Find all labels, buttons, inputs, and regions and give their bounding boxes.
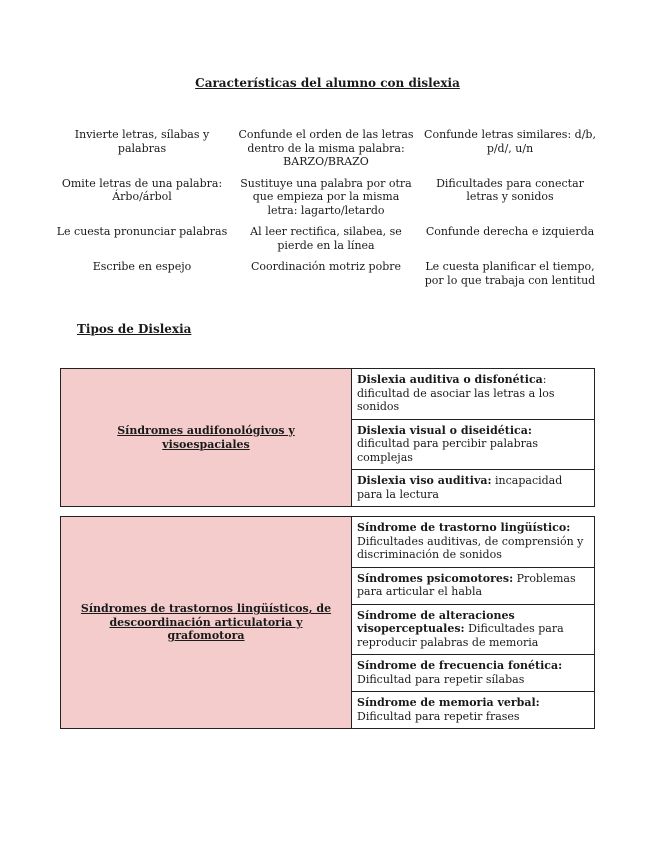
syndrome-item: [352, 655, 595, 692]
syndrome-item: [352, 692, 595, 729]
characteristics-grid: [50, 128, 602, 287]
syndrome-item: [352, 419, 595, 470]
syndromes-table-1: [60, 368, 595, 507]
characteristic-item: Dificultades para conectar letras y sonidos: [436, 176, 584, 203]
characteristic-item: Coordinación motriz pobre: [250, 260, 402, 273]
characteristic-item: Confunde derecha e izquierda: [425, 225, 595, 238]
syndrome-item: [352, 470, 595, 507]
syndrome-term: Síndrome de alteraciones visoperceptuales:: [357, 608, 515, 635]
syndrome-term: Síndrome de frecuencia fonética:: [357, 659, 563, 672]
document-title: Características del alumno con dislexia: [195, 76, 460, 90]
characteristic-item: Le cuesta pronunciar palabras: [56, 225, 228, 238]
characteristic-item: Sustituye una palabra por otra que empieza por la misma letra: lagarto/letardo: [240, 176, 412, 217]
syndrome-term: Síndromes psicomotores:: [357, 571, 514, 585]
syndrome-term: Dislexia auditiva o disfonética: [357, 373, 543, 386]
syndrome-desc: incapacidad para la lectura: [357, 474, 563, 501]
characteristic-item: Omite letras de una palabra: Árbo/árbol: [61, 176, 223, 203]
syndrome-desc: Dificultad para repetir sílabas: [357, 672, 525, 686]
characteristic-item: Confunde letras similares: d/b, p/d/, u/n: [424, 128, 596, 155]
syndrome-item: [352, 369, 595, 420]
types-heading: Tipos de Dislexia: [77, 322, 192, 336]
characteristic-item: Invierte letras, sílabas y palabras: [74, 128, 210, 155]
characteristic-item: Le cuesta planificar el tiempo, por lo que trabaja con lentitud: [424, 260, 596, 287]
syndrome-desc: dificultad para percibir palabras complejas: [357, 437, 539, 464]
syndrome-term: Dislexia viso auditiva:: [357, 474, 492, 487]
syndrome-desc: Dificultad para repetir frases: [357, 709, 520, 723]
syndrome-term: Dislexia visual o diseidética:: [357, 423, 532, 437]
syndrome-desc: Problemas para articular el habla: [357, 571, 576, 598]
characteristic-item: Al leer rectifica, silabea, se pierde en la línea: [250, 225, 402, 252]
characteristic-item: Confunde el orden de las letras dentro de la misma palabra: BARZO/BRAZO: [238, 128, 414, 168]
category-cell: Síndromes de trastornos lingüísticos, de descoordinación articulatoria y grafomotora: [61, 517, 352, 729]
characteristic-item: Escribe en espejo: [92, 260, 192, 273]
syndrome-item: [352, 517, 595, 568]
syndrome-item: [352, 567, 595, 604]
syndrome-desc: Dificultades auditivas, de comprensión y discriminación de sonidos: [357, 534, 584, 561]
syndrome-item: [352, 604, 595, 655]
syndrome-desc: Dificultades para reproducir palabras de memoria: [357, 622, 564, 649]
syndrome-term: Síndrome de trastorno lingüístico:: [357, 521, 571, 534]
syndrome-term: Síndrome de memoria verbal:: [357, 696, 540, 709]
syndrome-desc: : dificultad de asociar las letras a los sonidos: [357, 373, 555, 413]
syndromes-table-2: [60, 516, 595, 729]
category-cell: Síndromes audifonológivos y visoespaciales: [61, 369, 352, 507]
